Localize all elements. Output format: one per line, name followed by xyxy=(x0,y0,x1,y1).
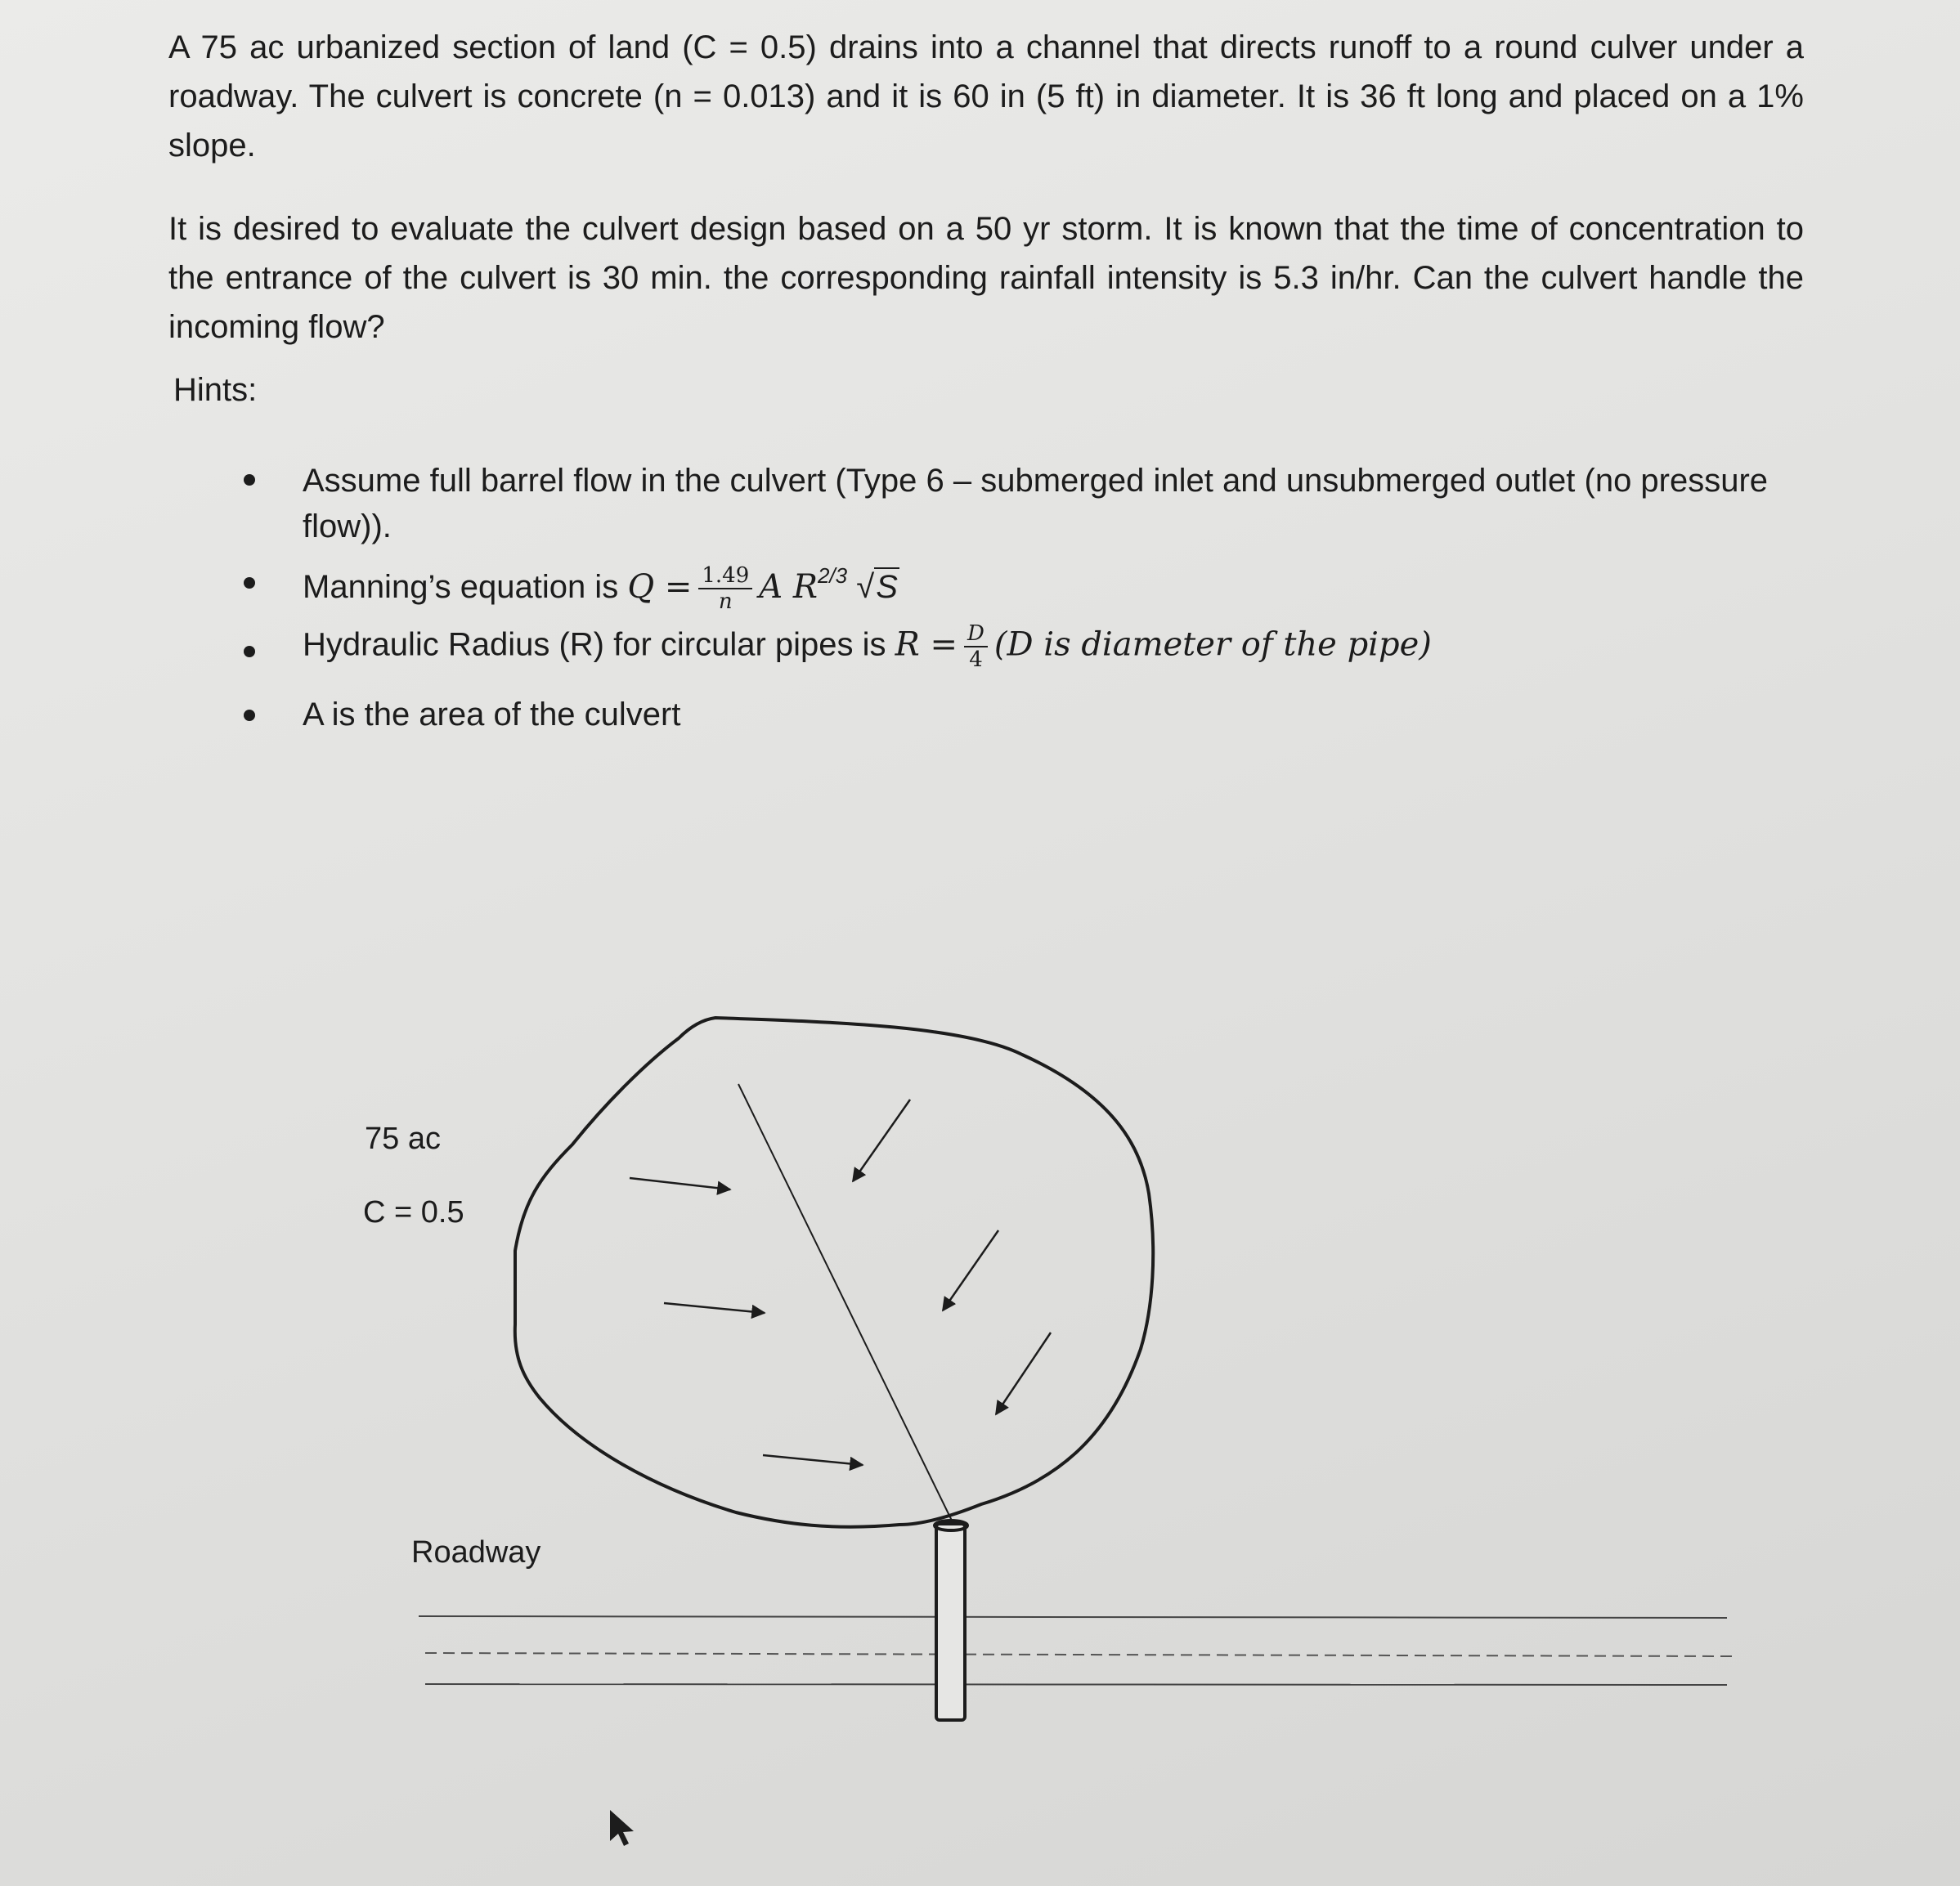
sqrt-icon: √ xyxy=(856,569,875,605)
mannings-lhs: Q = xyxy=(627,568,693,606)
hints-heading: Hints: xyxy=(173,372,258,408)
roadway-top-edge xyxy=(419,1616,1727,1618)
radius-denominator: 4 xyxy=(969,647,983,672)
culvert-pipe xyxy=(936,1524,965,1720)
hint-radius-text: Hydraulic Radius (R) for circular pipes is xyxy=(303,626,886,663)
watershed-boundary xyxy=(515,1018,1153,1527)
area-label: 75 ac xyxy=(365,1122,441,1156)
mannings-slope: S xyxy=(876,569,898,605)
hint-area: A is the area of the culvert xyxy=(303,697,681,732)
problem-paragraph-1: A 75 ac urbanized section of land (C = 0.5) drains into a channel that directs runoff to a round culver under a roadway. The culvert is concrete (n = 0.013) and it is 60 in (5 ft) in diameter. It is 36 ft long and placed on a 1% slope. xyxy=(168,29,1804,164)
mannings-exponent: 2/3 xyxy=(817,563,848,588)
mouse-cursor-icon xyxy=(610,1810,634,1846)
radius-lhs: R = xyxy=(895,625,958,664)
mannings-area-radius: A R xyxy=(759,568,818,606)
mannings-numerator: 1.49 xyxy=(698,563,752,589)
runoff-coefficient-label: C = 0.5 xyxy=(363,1195,464,1230)
roadway-bottom-edge xyxy=(425,1684,1727,1685)
problem-paragraph-2: It is desired to evaluate the culvert design based on a 50 yr storm. It is known that the time of concentration to the entrance of the culvert is 30 min. the corresponding rainfall intensity is 5.3 in/hr. Can the culvert handle the incoming flow? xyxy=(168,211,1804,345)
roadway-label: Roadway xyxy=(411,1535,541,1570)
flow-arrow xyxy=(763,1455,863,1465)
flow-arrow xyxy=(996,1333,1051,1414)
radius-note: (D is diameter of the pipe) xyxy=(993,625,1432,664)
hint-mannings-text: Manning’s equation is xyxy=(303,569,619,605)
flow-arrow xyxy=(630,1178,730,1189)
roadway-centerline xyxy=(425,1653,1732,1656)
mannings-denominator: n xyxy=(718,589,733,615)
flow-arrow xyxy=(943,1230,998,1310)
hint-full-barrel-flow: Assume full barrel flow in the culvert (Type 6 – submerged inlet and unsubmerged outlet (no pressure flow)). xyxy=(303,463,1769,544)
flow-arrow xyxy=(853,1100,910,1181)
flow-arrow xyxy=(664,1303,765,1313)
radius-numerator: D xyxy=(964,621,988,647)
